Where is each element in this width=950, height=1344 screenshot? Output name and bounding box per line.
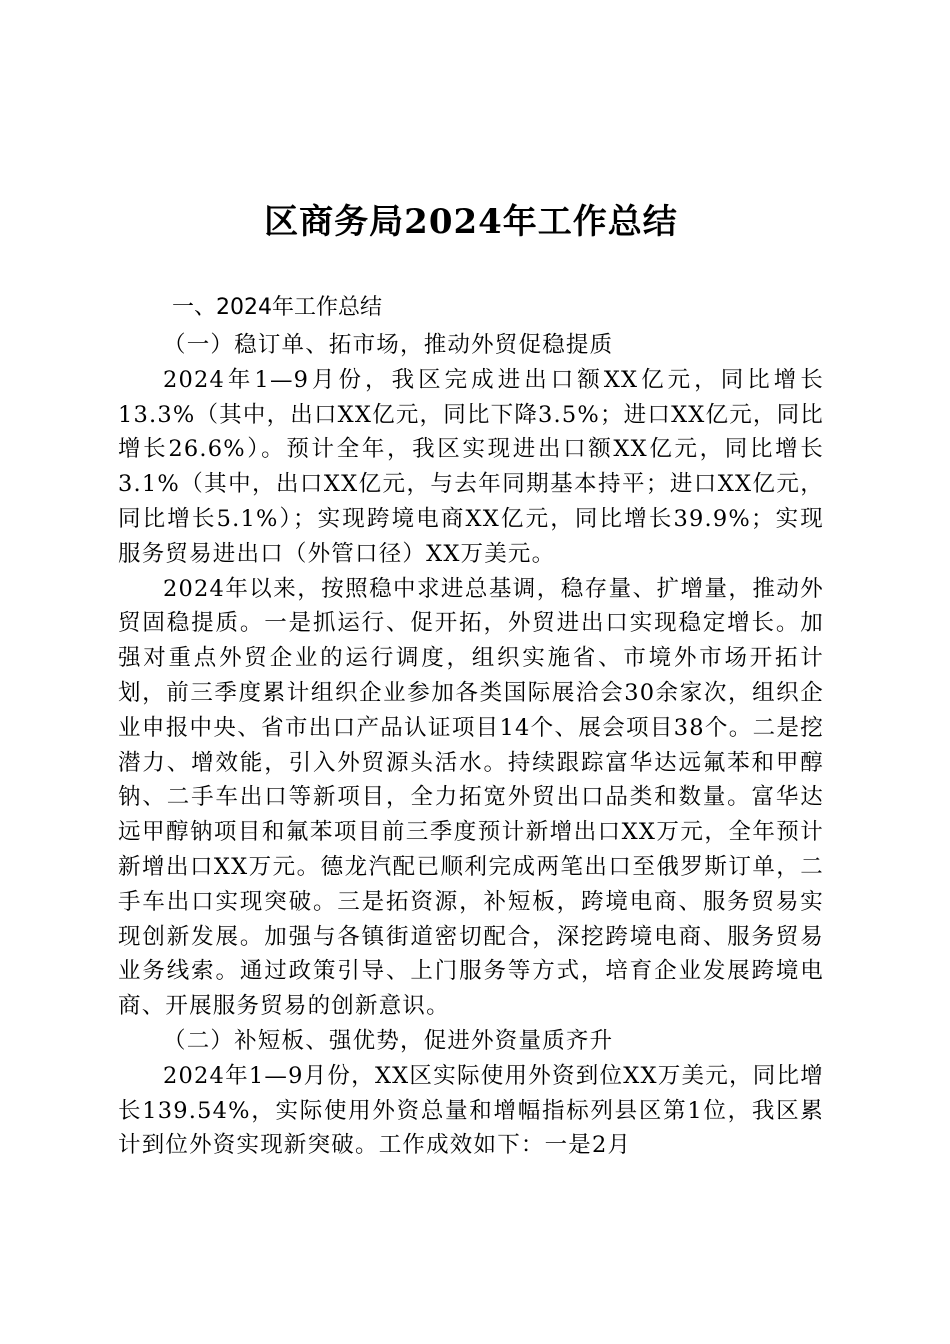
paragraph: 2024年1—9月份，我区完成进出口额XX亿元，同比增长13.3%（其中，出口XX亿元，同比下降3.5%；进口XX亿元，同比增长26.6%）。预计全年，我区实现进出口额XX亿元，同比增长3.1%（其中，出口XX亿元，与去年同期基本持平；进口XX亿元，同比增长5.1%）；实现跨境电商XX亿元，同比增长39.9%；实现服务贸易进出口（外管口径）XX万美元。: [118, 366, 825, 567]
document-body: [118, 328, 824, 1163]
paragraph: 2024年1—9月份，XX区实际使用外资到位XX万美元，同比增长139.54%，实际使用外资总量和增幅指标列县区第1位，我区累计到位外资实现新突破。工作成效如下：一是2月: [118, 1062, 824, 1159]
subsection-heading-2: （二）补短板、强优势，促进外资量质齐升: [163, 1027, 614, 1054]
document-title: 区商务局2024年工作总结: [264, 202, 678, 242]
paragraph: 2024年以来，按照稳中求进总基调，稳存量、扩增量，推动外贸固稳提质。一是抓运行、促开拓，外贸进出口实现稳定增长。加强对重点外贸企业的运行调度，组织实施省、市境外市场开拓计划，前三季度累计组织企业参加各类国际展洽会30余家次，组织企业申报中央、省市出口产品认证项目14个、展会项目38个。二是挖潜力、增效能，引入外贸源头活水。持续跟踪富华达远氟苯和甲醇钠、二手车出口等新项目，全力拓宽外贸出口品类和数量。富华达远甲醇钠项目和氟苯项目前三季度预计新增出口XX万元，全年预计新增出口XX万元。德龙汽配已顺利完成两笔出口至俄罗斯订单，二手车出口实现突破。三是拓资源，补短板，跨境电商、服务贸易实现创新发展。加强与各镇街道密切配合，深挖跨境电商、服务贸易业务线索。通过政策引导、上门服务等方式，培育企业发展跨境电商、开展服务贸易的创新意识。: [118, 575, 824, 1020]
subsection-heading-1: （一）稳订单、拓市场，推动外贸促稳提质: [163, 332, 614, 358]
section-heading-1: 一、2024年工作总结: [172, 295, 382, 320]
